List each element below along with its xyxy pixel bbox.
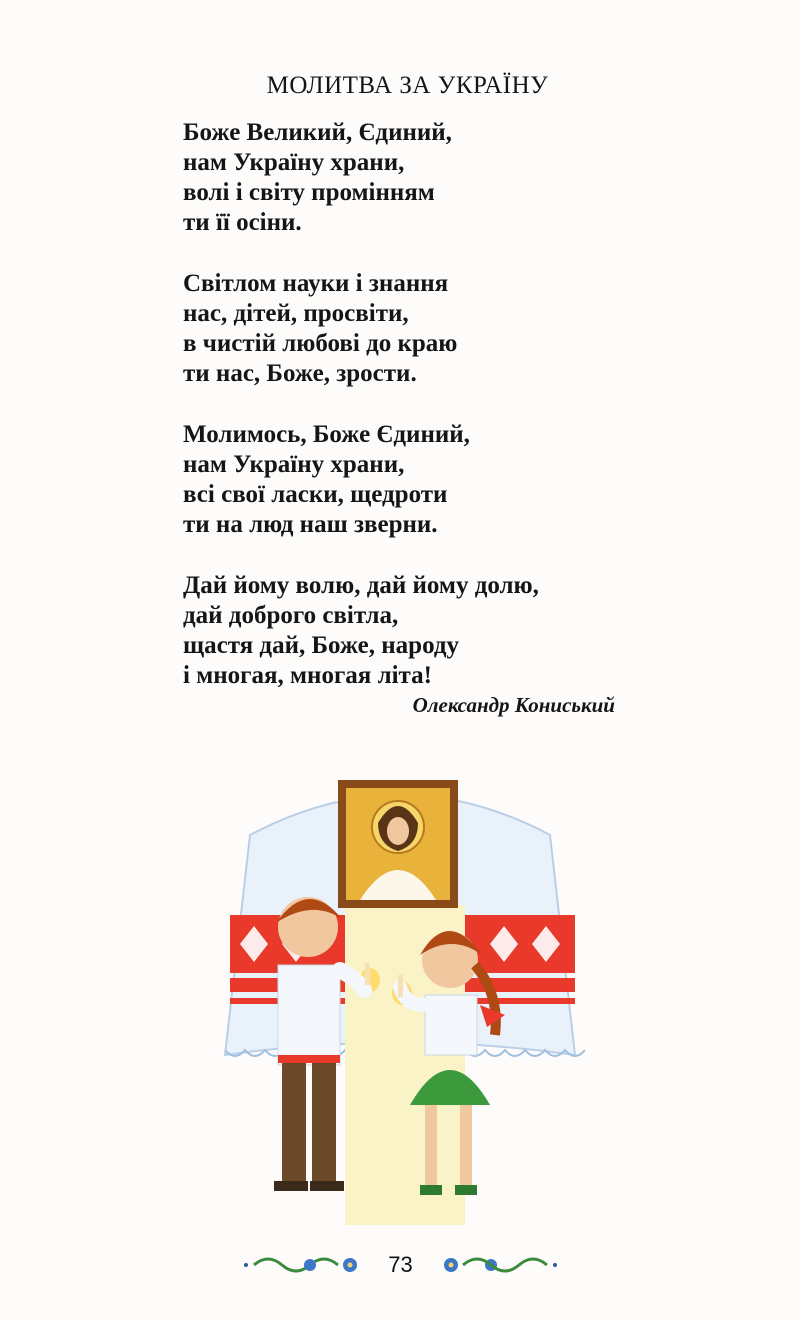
poem-line: всі свої ласки, щедроти [183, 481, 448, 508]
stanza-1 [183, 118, 703, 238]
poem-line: і многая, многая літа! [183, 662, 432, 689]
stanza-4 [183, 571, 703, 691]
page-number: 73 [388, 1252, 413, 1277]
poem-body [183, 118, 703, 722]
page-footer [0, 1245, 801, 1285]
poem-line: волі і світу промінням [183, 179, 435, 206]
poem-line: щастя дай, Боже, народу [183, 632, 460, 659]
poem-line: нам Україну храни, [183, 149, 405, 176]
icon-frame [338, 780, 458, 908]
poem-line: ти на люд наш зверни. [183, 511, 438, 538]
poem-line: Дай йому волю, дай йому долю, [183, 572, 539, 599]
poem-line: Боже Великий, Єдиний, [183, 119, 452, 146]
poem-line: дай доброго світла, [183, 602, 399, 629]
poem-line: ти нас, Боже, зрости. [183, 360, 417, 387]
poem-line: в чистій любові до краю [183, 330, 458, 357]
poem-line: ти її осіни. [183, 209, 302, 236]
children-praying-illustration [210, 765, 590, 1225]
author-signature: Олександр Кониський [412, 693, 615, 717]
poem-line: Світлом науки і знання [183, 270, 449, 297]
poem-title: МОЛИТВА ЗА УКРАЇНУ [266, 72, 549, 99]
floral-ornament-right-icon [431, 1250, 561, 1280]
stanza-3 [183, 420, 703, 540]
stanza-2 [183, 269, 703, 389]
poem-line: нам Україну храни, [183, 451, 405, 478]
floral-ornament-left-icon [240, 1250, 370, 1280]
poem-line: нас, дітей, просвіти, [183, 300, 409, 327]
poem-line: Молимось, Боже Єдиний, [183, 421, 470, 448]
